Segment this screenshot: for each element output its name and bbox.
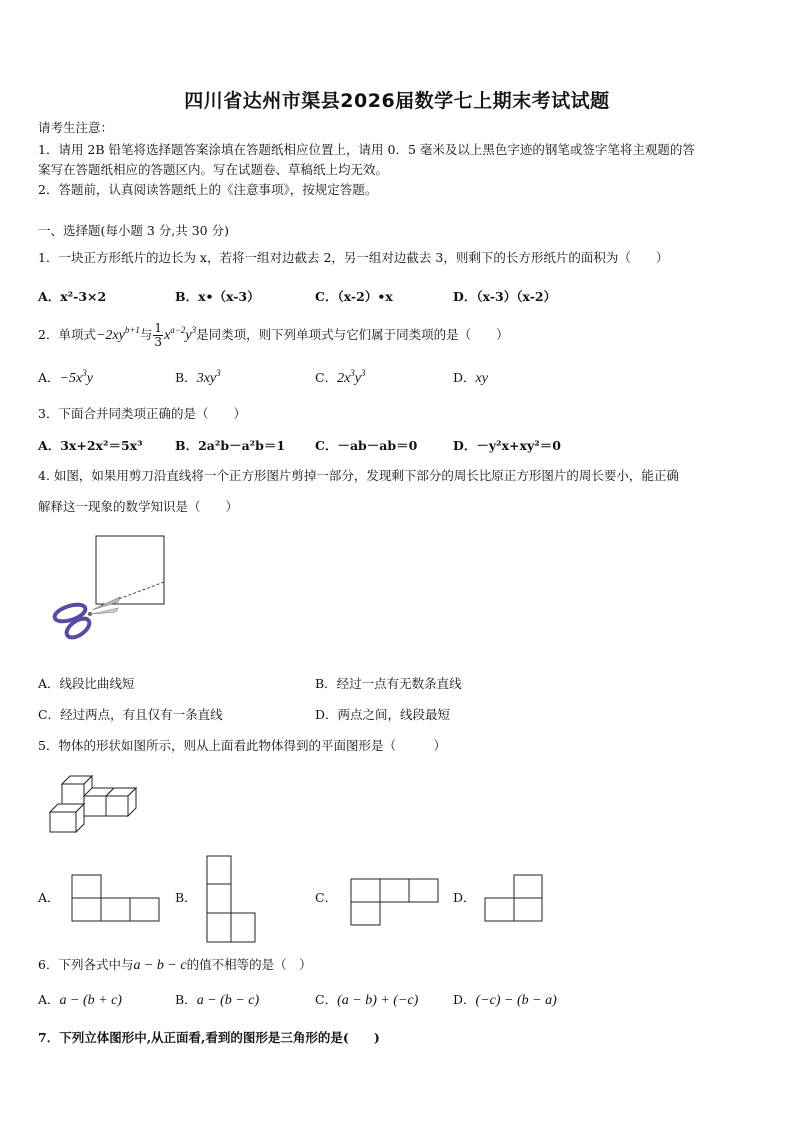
q3-option-a[interactable]: A．3x+2x²＝5x³ [38,438,143,453]
q6-option-a[interactable]: A．a − (b + c) [38,992,122,1008]
q1-option-c[interactable]: C．（x-2）•x [315,289,393,304]
q4-option-a[interactable]: A．线段比曲线短 [38,676,135,691]
q5-option-d-figure[interactable] [484,874,546,924]
q3-option-b[interactable]: B．2a²b－a²b＝1 [175,438,286,453]
square-paper [96,536,164,604]
q4-option-c[interactable]: C．经过两点，有且仅有一条直线 [38,707,223,722]
q2-stem [38,318,509,353]
q6-expression: a − b − c [133,958,187,973]
q2-prefix: 2．单项式 [38,327,96,342]
q6-stem: 6．下列各式中与a − b − c的值不相等的是（ ） [38,957,312,973]
q5-option-c-label[interactable]: C． [315,890,338,905]
q4-stem-line-1: 4. 如图，如果用剪刀沿直线将一个正方形图片剪掉一部分，发现剩下部分的周长比原正方形图片的周长要小，能正确 [38,468,679,483]
notice-heading: 请考生注意： [38,120,114,135]
q1-stem: 1．一块正方形纸片的边长为 x，若将一组对边截去 2，另一组对边截去 3，则剩下的长方形纸片的面积为（ ） [38,250,669,265]
q5-option-a-label[interactable]: A． [38,890,60,905]
q2-option-d[interactable]: D．xy [453,370,488,386]
q2-with: 与 [139,327,153,342]
q3-option-d[interactable]: D．－y²x+xy²＝0 [453,438,561,453]
q6-option-c[interactable]: C．(a − b) + (−c) [315,992,419,1008]
q5-option-b-label[interactable]: B． [175,890,197,905]
section-heading: 一、选择题(每小题 3 分,共 30 分) [38,223,229,238]
q5-solid-figure [46,770,142,836]
page-title: 四川省达州市渠县2026届数学七上期末考试试题 [184,90,610,112]
q7-stem: 7．下列立体图形中,从正面看,看到的图形是三角形的是( ) [38,1030,380,1045]
q5-option-c-figure[interactable] [350,878,442,928]
q2-suffix: 是同类项，则下列单项式与它们属于同类项的是（ ） [196,327,509,342]
q5-option-d-label[interactable]: D． [453,890,476,905]
q2-fraction: $\frac{1}{3}$ [154,321,163,349]
q4-figure [40,530,180,655]
q6-option-b[interactable]: B．a − (b − c) [175,992,260,1008]
q2-option-b[interactable]: B．$3xy^3$ [175,368,221,386]
scissors-icon [53,597,120,641]
q4-stem-line-2: 解释这一现象的数学知识是（ ） [38,499,239,514]
notice-line-1b: 案写在答题纸相应的答题区内。写在试题卷、草稿纸上均无效。 [38,162,389,177]
q2-monomial-1: $-2xy^{b+1}$ [95,325,140,343]
q2-monomial-2: $x^{a-2}y^3$ [164,325,197,343]
q6-option-d[interactable]: D．(−c) − (b − a) [453,992,557,1008]
notice-line-2: 2．答题前，认真阅读答题纸上的《注意事项》，按规定答题。 [38,182,378,197]
q3-option-c[interactable]: C．－ab－ab＝0 [315,438,418,453]
q5-option-a-figure[interactable] [72,874,162,924]
q4-option-b[interactable]: B．经过一点有无数条直线 [315,676,462,691]
q2-option-a[interactable]: A．$-5x^3y$ [38,368,93,386]
q3-stem: 3．下面合并同类项正确的是（ ） [38,406,246,421]
q5-option-b-figure[interactable] [206,855,258,945]
q4-option-d[interactable]: D．两点之间，线段最短 [315,707,451,722]
q1-option-a[interactable]: A．x²-3×2 [38,289,107,304]
q1-option-b[interactable]: B．x•（x-3） [175,289,260,304]
q2-option-c[interactable]: C．$2x^3y^3$ [315,368,366,386]
notice-line-1a: 1．请用 2B 铅笔将选择题答案涂填在答题纸相应位置上，请用 0．5 毫米及以上黑色字迹的钢笔或签字笔将主观题的答 [38,142,695,157]
q1-option-d[interactable]: D．（x-3）（x-2） [453,289,557,304]
q5-stem: 5．物体的形状如图所示，则从上面看此物体得到的平面图形是（ ） [38,738,446,753]
